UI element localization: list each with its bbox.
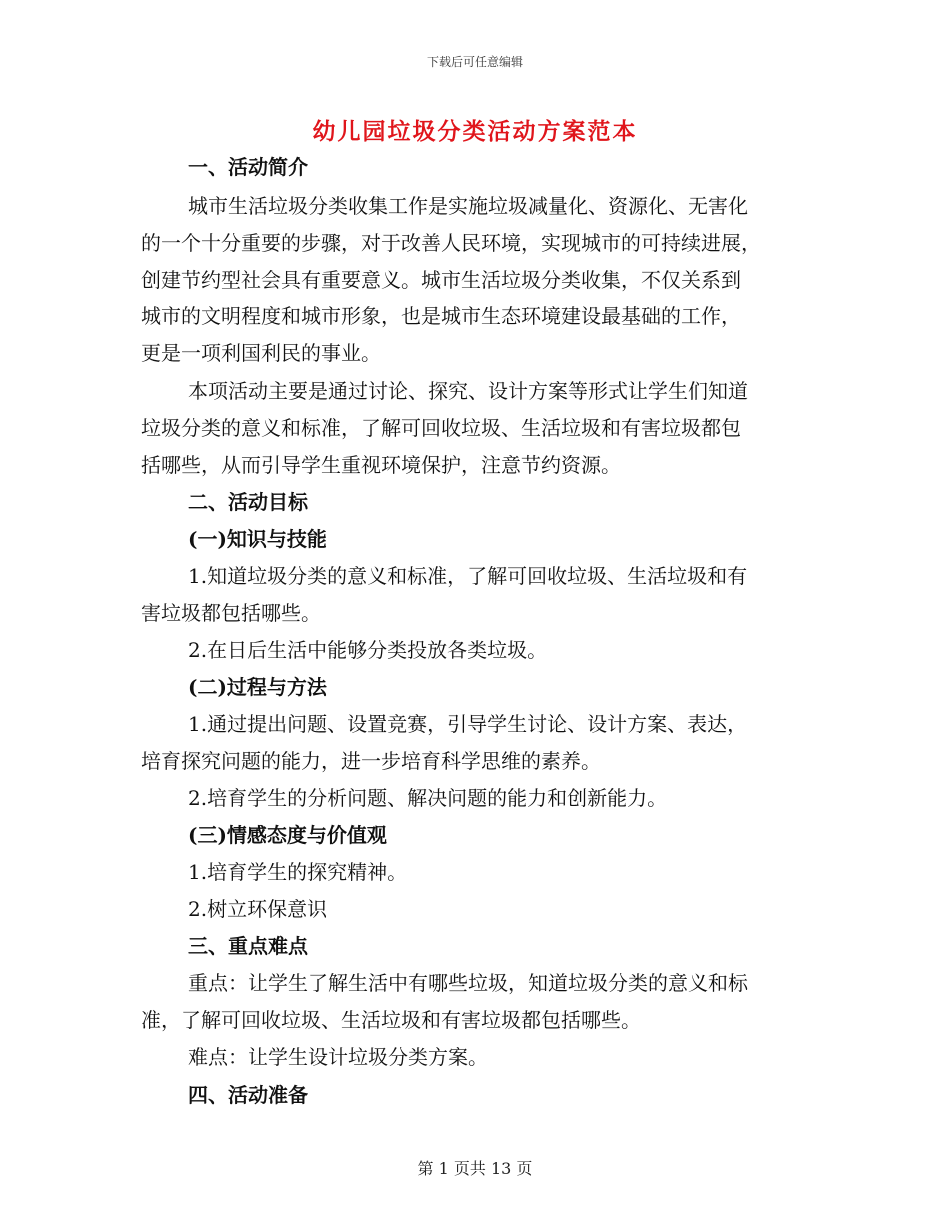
- section-heading-goals: 二、活动目标: [188, 490, 308, 514]
- header-note: 下载后可任意编辑: [426, 55, 523, 69]
- body-line: 的一个十分重要的步骤，对于改善人民环境，实现城市的可持续进展，: [141, 231, 761, 255]
- body-line: 垃圾分类的意义和标准，了解可回收垃圾、生活垃圾和有害垃圾都包: [141, 416, 741, 440]
- body-line: 重点：让学生了解生活中有哪些垃圾，知道垃圾分类的意义和标: [188, 971, 748, 995]
- body-line: 城市生活垃圾分类收集工作是实施垃圾减量化、资源化、无害化: [188, 194, 748, 218]
- page-indicator: 第 1 页共 13 页: [417, 1159, 533, 1178]
- body-line: 2.培育学生的分析问题、解决问题的能力和创新能力。: [188, 786, 668, 810]
- section-heading-intro: 一、活动简介: [188, 155, 308, 179]
- subsection-heading: (三)情感态度与价值观: [188, 823, 387, 847]
- body-line: 更是一项利国利民的事业。: [141, 341, 381, 365]
- body-line: 城市的文明程度和城市形象，也是城市生态环境建设最基础的工作，: [141, 304, 741, 328]
- body-line: 害垃圾都包括哪些。: [141, 601, 321, 625]
- body-line: 1.知道垃圾分类的意义和标准，了解可回收垃圾、生活垃圾和有: [188, 564, 748, 588]
- section-heading-preparation: 四、活动准备: [188, 1083, 308, 1107]
- body-line: 2.树立环保意识: [188, 897, 328, 921]
- body-line: 2.在日后生活中能够分类投放各类垃圾。: [188, 638, 548, 662]
- body-line: 括哪些，从而引导学生重视环境保护，注意节约资源。: [141, 453, 621, 477]
- body-line: 1.通过提出问题、设置竞赛，引导学生讨论、设计方案、表达，: [188, 712, 748, 736]
- body-line: 创建节约型社会具有重要意义。城市生活垃圾分类收集，不仅关系到: [141, 268, 741, 292]
- body-line: 培育探究问题的能力，进一步培育科学思维的素养。: [141, 749, 601, 773]
- body-line: 本项活动主要是通过讨论、探究、设计方案等形式让学生们知道: [188, 379, 748, 403]
- subsection-heading: (二)过程与方法: [188, 675, 327, 699]
- subsection-heading: (一)知识与技能: [188, 527, 327, 551]
- document-title: 幼儿园垃圾分类活动方案范本: [312, 118, 638, 145]
- body-line: 1.培育学生的探究精神。: [188, 860, 408, 884]
- body-line: 准，了解可回收垃圾、生活垃圾和有害垃圾都包括哪些。: [141, 1008, 641, 1032]
- section-heading-key-points: 三、重点难点: [188, 934, 308, 958]
- body-line: 难点：让学生设计垃圾分类方案。: [188, 1045, 488, 1069]
